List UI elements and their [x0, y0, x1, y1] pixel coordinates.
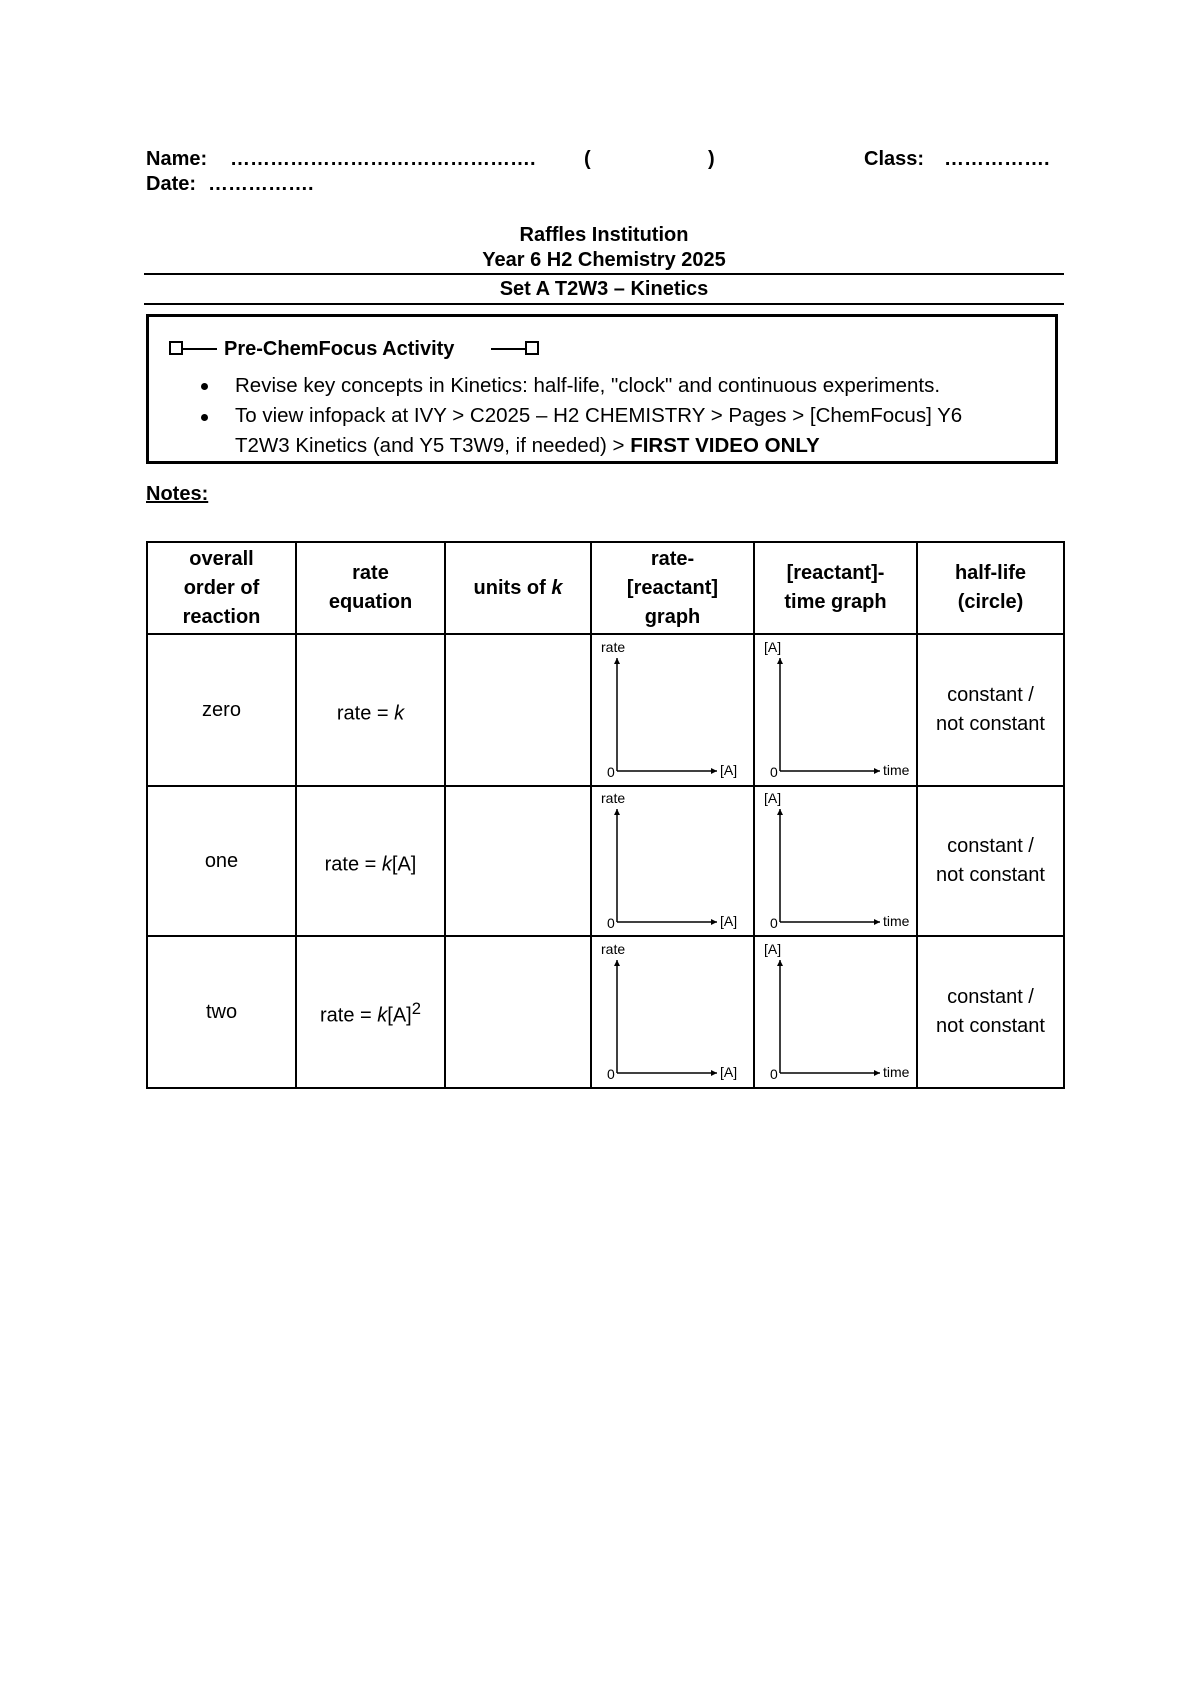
header-rate-reactant-graph: rate- [reactant] graph	[591, 542, 754, 634]
rate-equation-cell: rate = k[A]	[296, 786, 445, 936]
bullet-icon	[201, 383, 208, 390]
y-axis-arrow-icon	[614, 960, 620, 966]
x-axis-arrow-icon	[874, 1070, 880, 1076]
activity-bullet-2-path: T2W3 Kinetics (and Y5 T3W9, if needed) >	[235, 434, 631, 457]
half-life-cell[interactable]: constant / not constant	[917, 786, 1064, 936]
order-cell: two	[147, 936, 296, 1088]
rate-graph-axes	[592, 940, 752, 1085]
paren-open: (	[584, 148, 591, 170]
activity-bullet-2-line-1: To view infopack at IVY > C2025 – H2 CHEMISTRY > Pages > [ChemFocus] Y6	[235, 404, 963, 427]
origin-label: 0	[607, 914, 615, 931]
x-axis-label: time	[883, 1063, 910, 1080]
origin-label: 0	[770, 1065, 778, 1082]
institution-title: Raffles Institution	[519, 224, 689, 246]
time-graph-axes	[755, 789, 915, 934]
table-row	[147, 936, 1064, 1088]
checkbox-left-icon	[169, 341, 183, 355]
x-axis-label: time	[883, 761, 910, 778]
header-rate-equation: rate equation	[296, 542, 445, 634]
y-axis-label: [A]	[764, 940, 782, 957]
class-field[interactable]: …………….	[944, 148, 1050, 170]
course-title: Year 6 H2 Chemistry 2025	[482, 249, 726, 271]
rate-graph-cell[interactable]	[591, 786, 754, 936]
time-graph-cell[interactable]	[754, 936, 917, 1088]
decorative-line-left	[183, 348, 217, 350]
y-axis-arrow-icon	[614, 809, 620, 815]
name-label: Name:	[146, 148, 208, 170]
header-reactant-time-graph: [reactant]- time graph	[754, 542, 917, 634]
order-cell: zero	[147, 634, 296, 786]
class-label: Class:	[864, 148, 925, 170]
y-axis-label: [A]	[764, 638, 782, 655]
activity-bullet-2-emphasis: FIRST VIDEO ONLY	[630, 434, 820, 457]
title-rule-bottom	[144, 303, 1064, 305]
units-answer-cell[interactable]	[445, 634, 591, 786]
origin-label: 0	[770, 763, 778, 780]
y-axis-label: [A]	[764, 789, 782, 806]
half-life-cell[interactable]: constant / not constant	[917, 634, 1064, 786]
paren-close: )	[708, 148, 715, 170]
y-axis-arrow-icon	[777, 658, 783, 664]
header-half-life: half-life (circle)	[917, 542, 1064, 634]
x-axis-arrow-icon	[711, 768, 717, 774]
rate-graph-cell[interactable]	[591, 936, 754, 1088]
date-label: Date:	[146, 173, 197, 195]
rate-equation-cell: rate = $k[A]^2$	[296, 936, 445, 1088]
y-axis-label: rate	[601, 789, 626, 806]
activity-title: Pre-ChemFocus Activity	[224, 338, 455, 360]
table-row	[147, 786, 1064, 936]
x-axis-arrow-icon	[711, 919, 717, 925]
y-axis-label: rate	[601, 940, 626, 957]
title-rule-top	[144, 273, 1064, 275]
y-axis-arrow-icon	[777, 809, 783, 815]
y-axis-label: rate	[601, 638, 626, 655]
x-axis-label: [A]	[720, 912, 738, 929]
notes-heading: Notes:	[146, 483, 209, 505]
x-axis-arrow-icon	[711, 1070, 717, 1076]
bullet-icon	[201, 414, 208, 421]
set-title: Set A T2W3 – Kinetics	[499, 278, 709, 300]
x-axis-label: time	[883, 912, 910, 929]
y-axis-arrow-icon	[777, 960, 783, 966]
origin-label: 0	[770, 914, 778, 931]
y-axis-arrow-icon	[614, 658, 620, 664]
date-field[interactable]: …………….	[208, 173, 314, 195]
decorative-line-right	[491, 348, 525, 350]
origin-label: 0	[607, 763, 615, 780]
origin-label: 0	[607, 1065, 615, 1082]
activity-bullet-1: Revise key concepts in Kinetics: half-life, "clock" and continuous experiments.	[235, 374, 941, 397]
rate-graph-axes	[592, 789, 752, 934]
x-axis-label: [A]	[720, 761, 738, 778]
header-units-of-k: units of k	[445, 542, 591, 634]
x-axis-arrow-icon	[874, 919, 880, 925]
rate-graph-cell[interactable]	[591, 634, 754, 786]
time-graph-cell[interactable]	[754, 786, 917, 936]
x-axis-label: [A]	[720, 1063, 738, 1080]
rate-equation-cell: rate = k	[296, 634, 445, 786]
name-field[interactable]: ……………………………………….	[230, 148, 536, 170]
kinetics-table	[146, 541, 1065, 1089]
table-row	[147, 634, 1064, 786]
activity-box	[146, 314, 1058, 464]
half-life-cell[interactable]: constant / not constant	[917, 936, 1064, 1088]
rate-graph-axes	[592, 638, 752, 783]
order-cell: one	[147, 786, 296, 936]
time-graph-cell[interactable]	[754, 634, 917, 786]
activity-bullet-2-line-2	[235, 431, 820, 461]
units-answer-cell[interactable]	[445, 786, 591, 936]
time-graph-axes	[755, 638, 915, 783]
units-answer-cell[interactable]	[445, 936, 591, 1088]
table-header-row	[147, 542, 1064, 634]
x-axis-arrow-icon	[874, 768, 880, 774]
time-graph-axes	[755, 940, 915, 1085]
header-overall-order: overall order of reaction	[147, 542, 296, 634]
checkbox-right-icon	[525, 341, 539, 355]
